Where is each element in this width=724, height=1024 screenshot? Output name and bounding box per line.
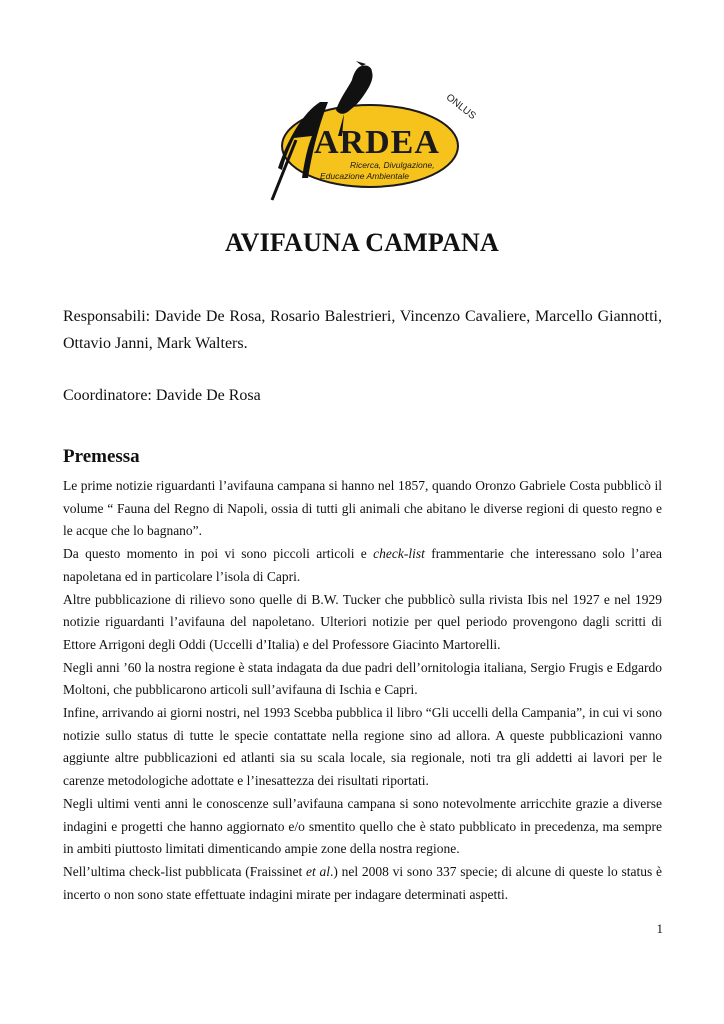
paragraph-1: Le prime notizie riguardanti l’avifauna campana si hanno nel 1857, quando Oronzo Gabriele Costa pubblicò il volume “ Fauna del Regno di Napoli, ossia di tutti gli animali che abitano le diverse regioni di questo regno e le acque che lo bagnano”.: [63, 478, 662, 539]
coordinatore-line: Coordinatore: Davide De Rosa: [63, 387, 261, 404]
ardea-logo: [258, 58, 488, 208]
paragraph-6: Negli ultimi venti anni le conoscenze sull’avifauna campana si sono notevolmente arricchite grazie a diverse indagini e progetti che hanno aggiornato e/o smentito quello che è stato pubblicato in precedenza, ma sempre in ambiti piuttosto limitati dimenticando ampie zone della nostra regione.: [63, 795, 662, 857]
paragraph-3: Altre pubblicazione di rilievo sono quelle di B.W. Tucker che pubblicò sulla rivista Ibis nel 1927 e nel 1929 notizie riguardanti l’avifauna del napoletano. Ulteriori notizie per quel periodo provengono dagli scritti di Ettore Arrigoni degli Oddi (Uccelli d’Italia) e del Professore Giacinto Martorelli.: [63, 591, 662, 652]
section-heading-premessa: Premessa: [63, 446, 140, 467]
paragraph-5: Infine, arrivando ai giorni nostri, nel 1993 Scebba pubblica il libro “Gli uccelli della Campania”, in cui vi sono notizie sullo status di tutte le specie contattate nella regione sino ad allora. A queste pubblicazioni vanno aggiunte altre pubblicazioni ed atlanti sia su scala locale, sia regionale, noti tra gli addetti ai lavori per le carenze metodologiche adottate e l’inesattezza dei risultati riportati.: [63, 705, 662, 789]
logo-badge: ONLUS: [443, 92, 478, 122]
paragraph-4: Negli anni ’60 la nostra regione è stata indagata da due padri dell’ornitologia italiana, Sergio Frugis e Edgardo Moltoni, che pubblicarono articoli sull’avifauna di Ischia e Capri.: [63, 659, 662, 698]
paragraph-7: Nell’ultima check-list pubblicata (Fraissinet et al.) nel 2008 vi sono 337 specie; di alcune di queste lo status è incerto o non sono state effettuate indagini mirate per indagare determinati aspetti.: [63, 863, 663, 902]
paragraph-2: Da questo momento in poi vi sono piccoli articoli e check-list frammentarie che interessano solo l’area napoletana ed in particolare l’isola di Capri.: [63, 546, 662, 584]
logo-tagline-2: Educazione Ambientale: [320, 171, 409, 181]
page-number: 1: [656, 921, 663, 936]
responsabili-line: Responsabili: Davide De Rosa, Rosario Balestrieri, Vincenzo Cavaliere, Marcello Giannotti, Ottavio Janni, Mark Walters.: [63, 308, 662, 352]
italic-term: et al: [306, 863, 331, 879]
logo-tagline-1: Ricerca, Divulgazione,: [350, 160, 435, 170]
logo-name: ARDEA: [314, 124, 440, 161]
document-title: AVIFAUNA CAMPANA: [224, 228, 500, 257]
italic-term: check-list: [373, 546, 425, 562]
premessa-body: [63, 475, 662, 906]
